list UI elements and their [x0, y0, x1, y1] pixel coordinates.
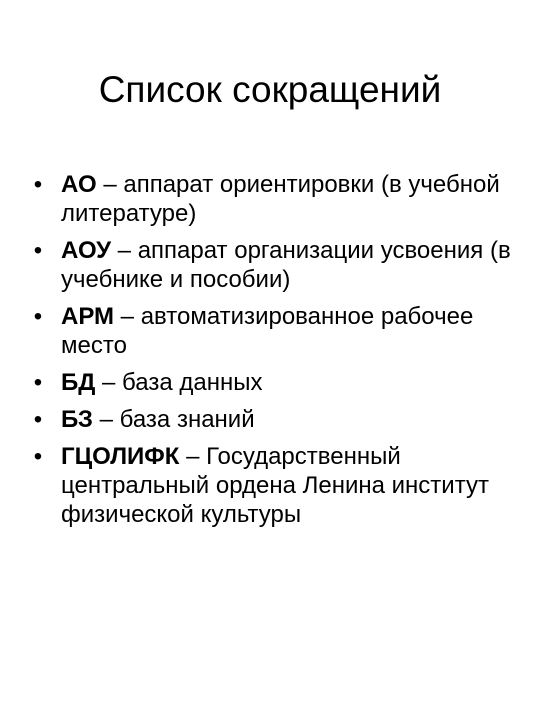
list-item-gtsolifk: [28, 442, 518, 529]
abbreviation-term: АОУ: [61, 237, 112, 264]
abbreviation-definition: – автоматизированное рабочее место: [61, 303, 474, 359]
abbreviation-term: АО: [61, 171, 97, 198]
abbreviation-term: ГЦОЛИФК: [61, 443, 180, 470]
abbreviation-definition: – база знаний: [92, 406, 255, 433]
abbreviation-definition: – аппарат ориентировки (в учебной литературе): [61, 171, 500, 227]
list-item-bd: [28, 368, 518, 397]
list-item-bz: [28, 405, 518, 434]
abbreviation-definition: – Государственный центральный ордена Ленина институт физической культуры: [61, 443, 489, 528]
slide-title: Список сокращений: [98, 69, 442, 110]
bullet-icon: •: [33, 443, 43, 470]
abbreviation-definition: – база данных: [95, 369, 263, 396]
list-item-arm: [28, 302, 518, 360]
bullet-icon: •: [33, 406, 43, 433]
abbreviation-list: [28, 170, 518, 537]
abbreviation-definition: – аппарат организации усвоения (в учебнике и пособии): [61, 237, 511, 293]
abbreviation-term: АРМ: [61, 303, 115, 330]
list-item-aou: [28, 236, 518, 294]
abbreviation-term: БД: [61, 369, 96, 396]
abbreviation-term: БЗ: [61, 406, 93, 433]
bullet-icon: •: [33, 237, 43, 264]
bullet-icon: •: [33, 171, 43, 198]
list-item-ao: [28, 170, 518, 228]
bullet-icon: •: [33, 369, 43, 396]
bullet-icon: •: [33, 303, 43, 330]
